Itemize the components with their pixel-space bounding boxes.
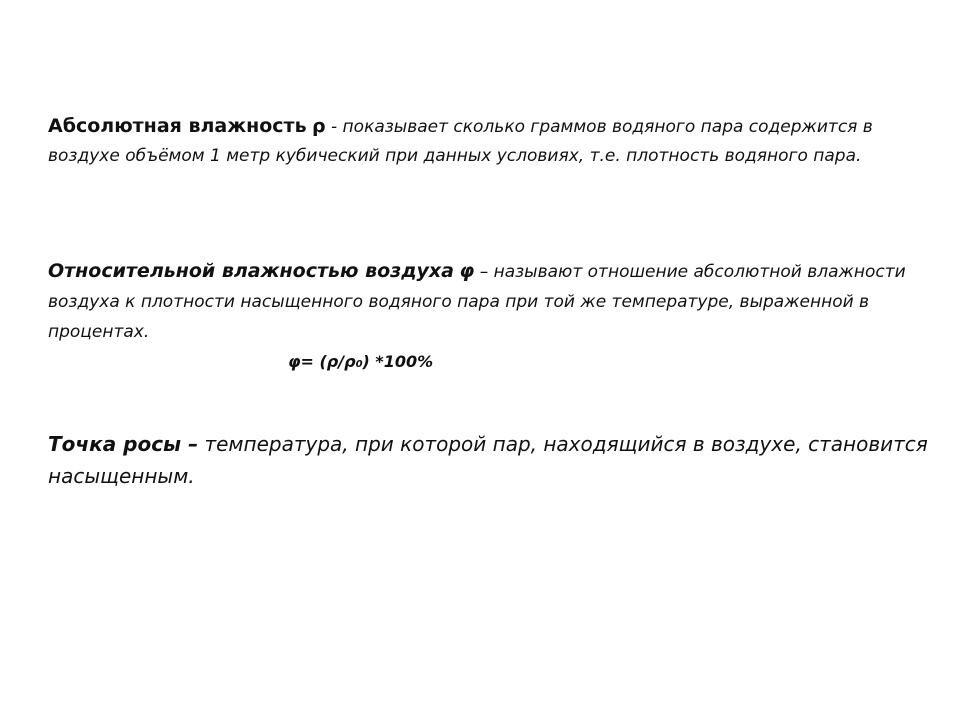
- dew-point-paragraph: [48, 428, 928, 492]
- relative-humidity-paragraph: [48, 256, 928, 380]
- absolute-humidity-paragraph: [48, 112, 928, 171]
- relative-humidity-term: Относительной влажностью воздуха: [48, 260, 455, 282]
- absolute-humidity-symbol: ρ: [312, 115, 326, 137]
- relative-humidity-symbol: φ: [459, 260, 475, 282]
- formula-left: φ= (ρ/ρ: [288, 352, 356, 371]
- formula-subscript: 0: [355, 359, 363, 370]
- absolute-humidity-definition: - показывает сколько граммов водяного пара содержится в воздухе объёмом 1 метр кубический при данных условиях, т.е. плотность водяного пара.: [48, 117, 873, 166]
- dew-point-term: Точка росы –: [48, 432, 199, 456]
- formula-right: ) *100%: [362, 352, 434, 371]
- relative-humidity-definition: – называют отношение абсолютной влажности воздуха к плотности насыщенного водяного пара при той же температуре, выраженной в процентах.: [48, 262, 906, 342]
- relative-humidity-formula: [48, 347, 928, 380]
- dew-point-definition: температура, при которой пар, находящийся в воздухе, становится насыщенным.: [48, 432, 928, 488]
- absolute-humidity-term: Абсолютная влажность: [48, 115, 307, 137]
